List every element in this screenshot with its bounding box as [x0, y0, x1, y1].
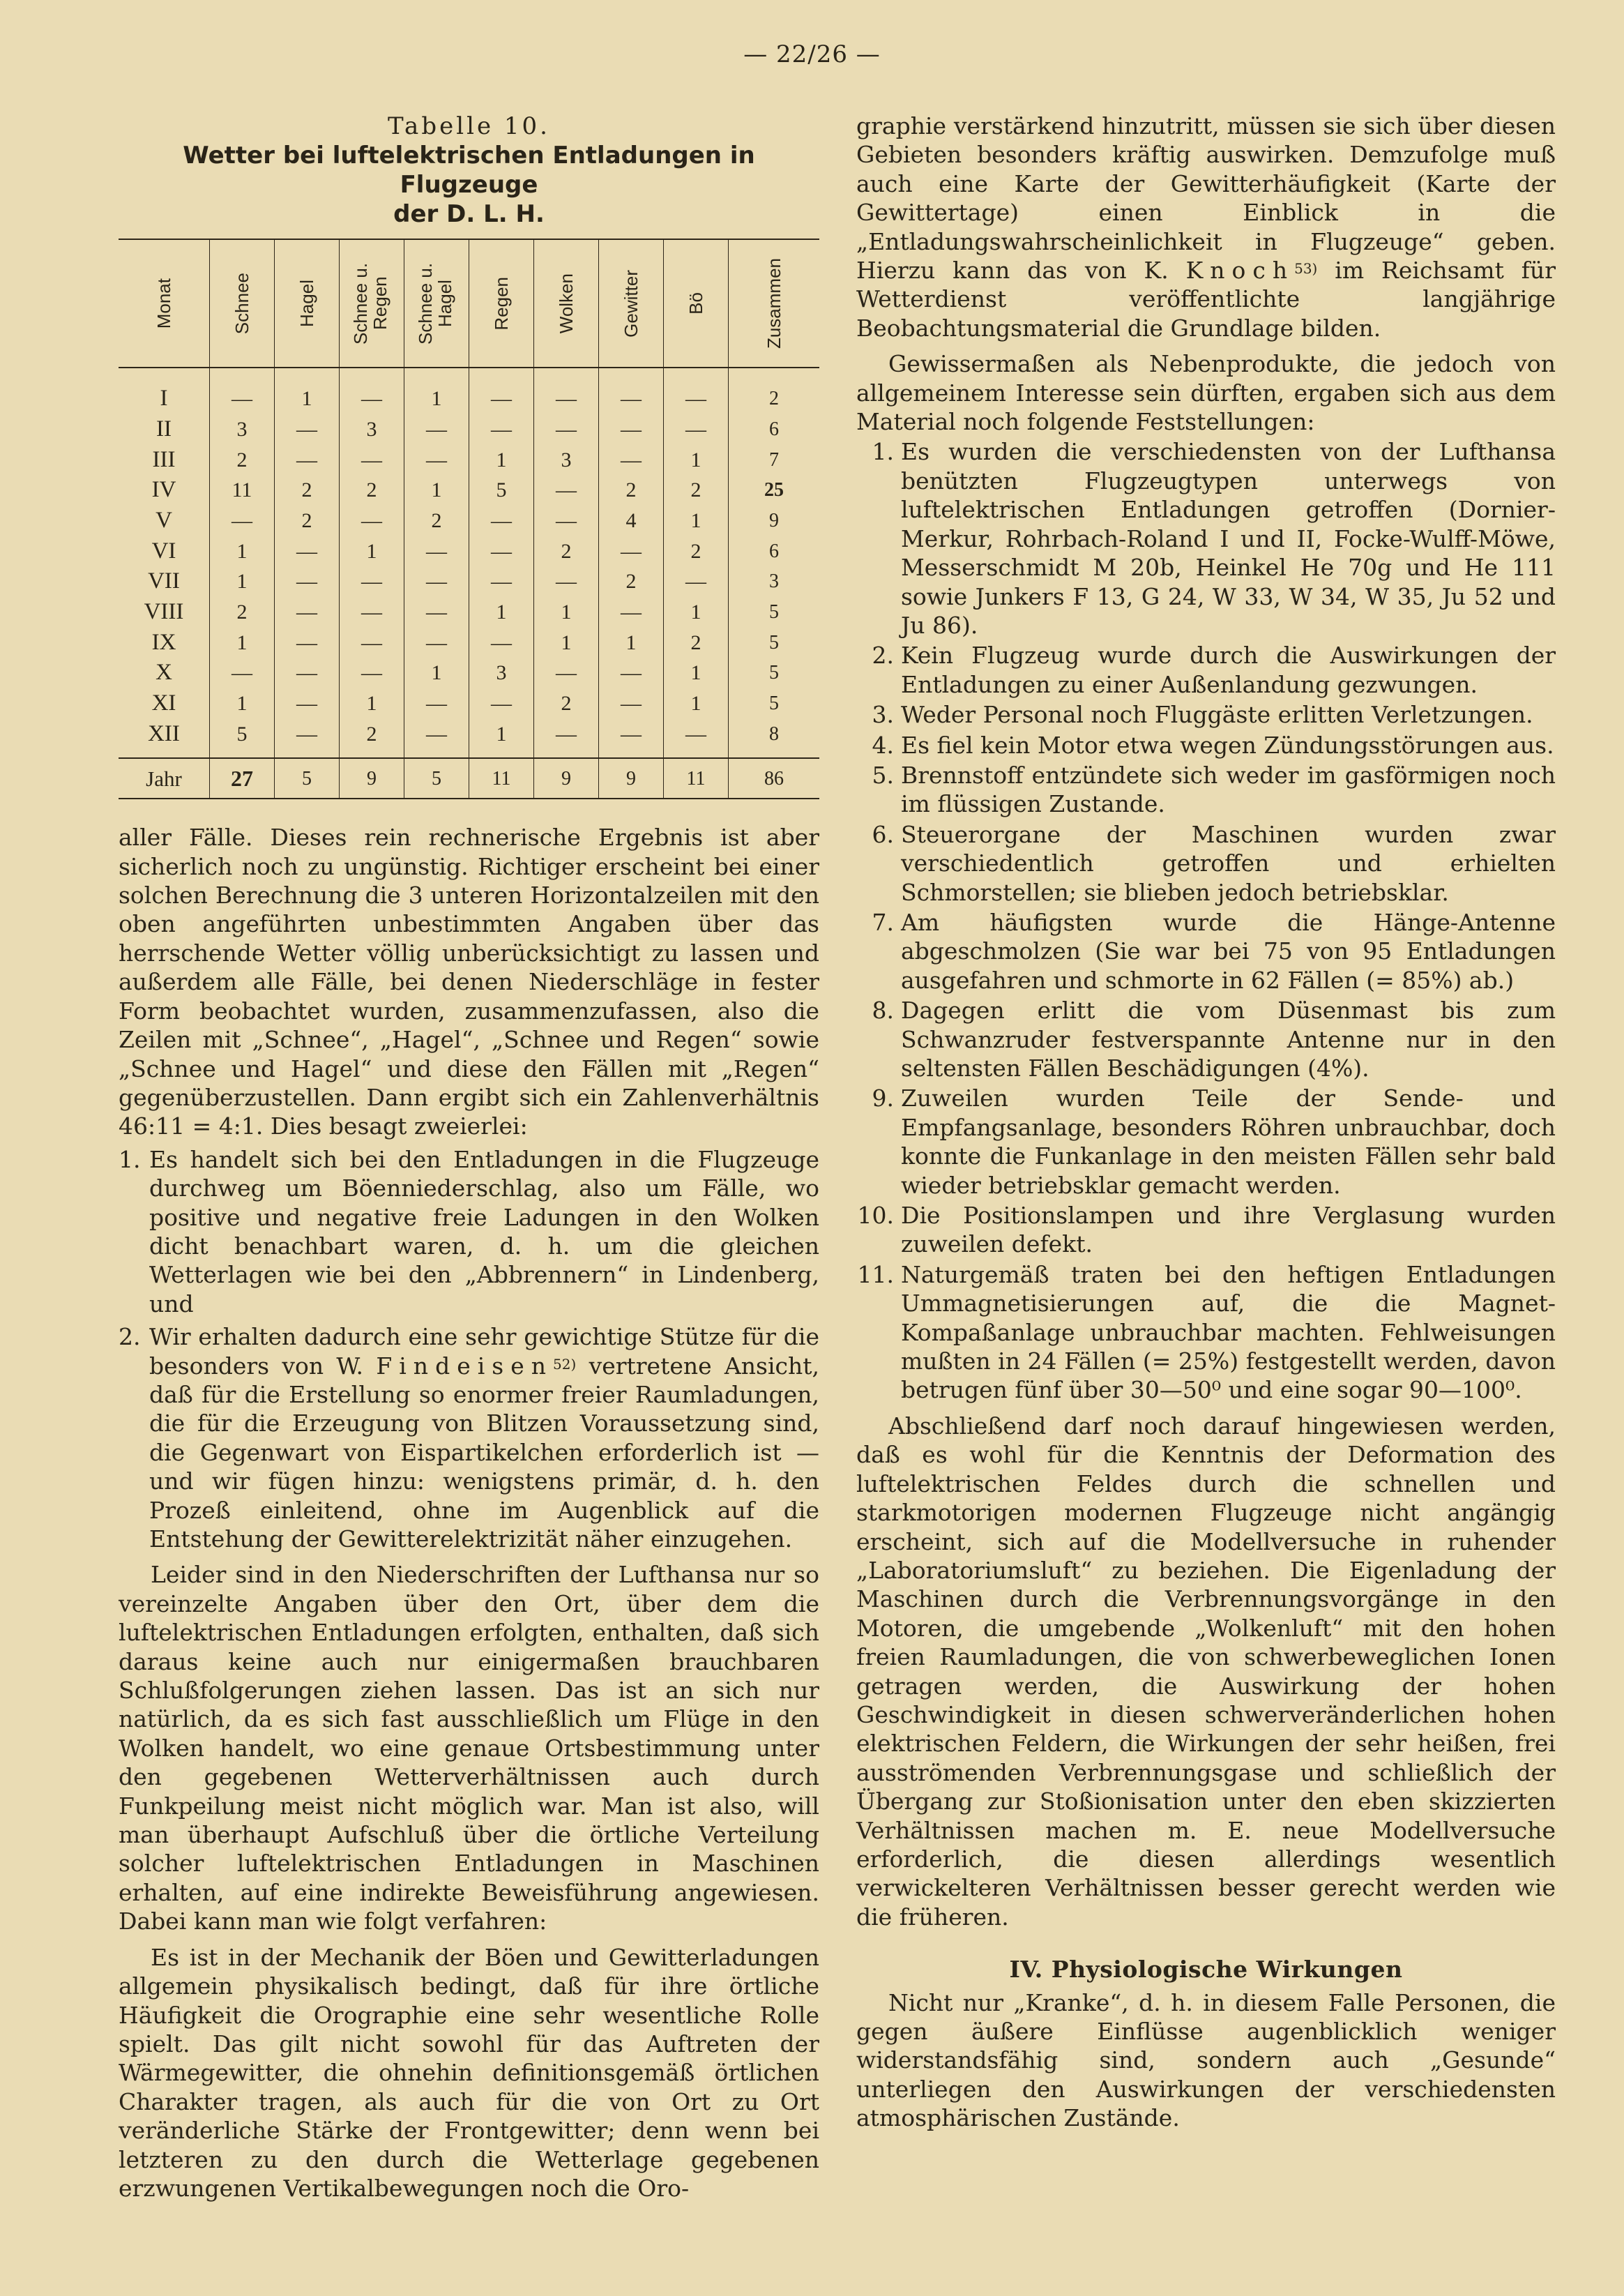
table-cell: 2: [664, 628, 729, 658]
table-cell: 2: [340, 719, 404, 759]
paragraph: Nicht nur „Kranke“, d. h. in diesem Falle Personen, die gegen äußere Einflüsse augenblicklich weniger widerstandsfähig sind, sondern auch „Gesunde“ unterliegen den Auswirkungen der verschiedensten atmosphärischen Zustände.: [856, 1988, 1556, 2132]
header-schnee-hagel: Schnee u. Hagel: [415, 262, 455, 345]
table-cell: —: [275, 719, 340, 759]
list-number: 4.: [872, 731, 894, 759]
table-cell: —: [664, 414, 729, 445]
table-cell: 5: [469, 475, 534, 506]
table-cell: —: [534, 566, 599, 597]
table-cell: 5: [210, 719, 275, 759]
list-text: Steuerorgane der Maschinen wurden zwar verschiedentlich getroffen und erhielten Schmorstellen; sie blieben jedoch betriebsklar.: [901, 820, 1556, 906]
table-cell: 2: [534, 688, 599, 719]
list-number: 6.: [872, 820, 894, 848]
table-cell: 1: [534, 628, 599, 658]
table-cell: 1: [210, 566, 275, 597]
table-cell: 2: [404, 506, 469, 536]
table-cell: —: [599, 444, 664, 475]
table-cell: —: [210, 368, 275, 414]
table-cell: —: [599, 658, 664, 688]
list-text: Weder Personal noch Fluggäste erlitten Verletzungen.: [901, 701, 1533, 729]
paragraph: Gewissermaßen als Nebenprodukte, die jedoch von allgemeinem Interesse sein dürften, ergaben sich aus dem Material noch folgende Feststellungen:: [856, 350, 1556, 436]
sum-cell: 2: [729, 368, 820, 414]
table-cell: —: [534, 475, 599, 506]
paragraph: aller Fälle. Dieses rein rechnerische Ergebnis ist aber sicherlich noch zu ungünstig. Richtiger erscheint bei einer solchen Berechnung die 3 unteren Horizontalzeilen mit den oben angeführten unbestimmten Angaben über das herrschende Wetter völlig unberücksichtigt zu lassen und außerdem alle Fälle, bei denen Niederschläge in fester Form beobachtet wurden, zusammenzufassen, also die Zeilen mit „Schnee“, „Hagel“, „Schnee und Regen“ sowie „Schnee und Hagel“ und diese den Fällen mit „Regen“ gegenüberzustellen. Dann ergibt sich ein Zahlenverhältnis 46:11 = 4:1. Dies besagt zweierlei:: [119, 824, 819, 1140]
table-cell: —: [599, 719, 664, 759]
table-cell: —: [340, 444, 404, 475]
header-cell: [599, 239, 664, 368]
table-cell: —: [469, 368, 534, 414]
total-cell: 86: [729, 758, 820, 799]
table-cell: —: [534, 414, 599, 445]
table-cell: 1: [275, 368, 340, 414]
month-cell: X: [155, 660, 172, 686]
table-cell: —: [534, 658, 599, 688]
table-title-line2: der D. L. H.: [393, 200, 545, 228]
list-text: Zuweilen wurden Teile der Sende- und Empfangsanlage, besonders Röhren unbrauchbar, doch konnte die Funkanlage in den meisten Fällen sehr bald wieder betriebsklar gemacht werden.: [901, 1085, 1556, 1199]
total-cell: 27: [210, 758, 275, 799]
month-cell: IV: [151, 477, 176, 503]
sum-cell: 8: [729, 719, 820, 759]
table-row: [119, 536, 819, 566]
list-text: Es wurden die verschiedensten von der Lufthansa benützten Flugzeugtypen unterwegs von luftelektrischen Entladungen getroffen (Dornier-Merkur, Rohrbach-Roland I und II, Focke-Wulff-Möwe, Messerschmidt M 20b, Heinkel He 70g und He 111 sowie Junkers F 13, G 24, W 33, W 34, W 35, Ju 52 und Ju 86).: [901, 438, 1556, 639]
table-cell: 2: [534, 536, 599, 566]
table-cell: —: [469, 506, 534, 536]
table-cell: —: [664, 566, 729, 597]
total-cell: 5: [404, 758, 469, 799]
table-cell: 1: [210, 688, 275, 719]
table-cell: —: [599, 368, 664, 414]
table-title-line1: Wetter bei luftelektrischen Entladungen in Flugzeuge: [183, 142, 755, 199]
table-cell: 4: [599, 506, 664, 536]
header-cell: [119, 239, 210, 368]
sum-cell: 9: [729, 506, 820, 536]
text-a: graphie verstärkend hinzutritt, müssen sie sich über diesen Gebieten besonders kräftig auswirken. Demzufolge muß auch eine Karte der Gewitterhäufigkeit (Karte der Gewittertage) einen Einblick in die „Entladungswahrscheinlichkeit in Flugzeuge“ geben. Hierzu kann das von K.: [856, 112, 1556, 285]
list-number: 11.: [857, 1260, 894, 1288]
weather-table: [119, 239, 819, 799]
list-item: [856, 437, 1556, 640]
table-cell: 3: [210, 414, 275, 445]
table-cell: —: [599, 536, 664, 566]
month-cell: II: [156, 416, 172, 441]
right-column: [856, 112, 1556, 2133]
table-cell: —: [469, 414, 534, 445]
table-cell: —: [275, 444, 340, 475]
table-cell: 1: [340, 536, 404, 566]
list-item: [856, 908, 1556, 995]
table-cell: —: [404, 688, 469, 719]
table-cell: —: [340, 628, 404, 658]
month-cell: VI: [151, 538, 176, 564]
table-cell: 1: [210, 536, 275, 566]
list-text: Naturgemäß traten bei den heftigen Entladungen Ummagnetisierungen auf, die die Magnet-Kompaßanlage unbrauchbar machten. Fehlweisungen mußten in 24 Fällen (= 25%) festgestellt werden, davon betrugen fünf über 30—50⁰ und eine sogar 90—100⁰.: [901, 1260, 1556, 1404]
table-cell: 2: [599, 566, 664, 597]
list-number: 1.: [872, 438, 894, 466]
list-number: 3.: [872, 701, 894, 729]
table-row: [119, 628, 819, 658]
header-cell: [664, 239, 729, 368]
total-cell: 9: [599, 758, 664, 799]
table-row: [119, 368, 819, 414]
list-item: [119, 1145, 819, 1318]
header-boe: Bö: [685, 292, 706, 315]
table-cell: —: [469, 628, 534, 658]
table-cell: —: [275, 658, 340, 688]
table-header-row: [119, 239, 819, 368]
author-name: Knoch: [1185, 257, 1295, 285]
list-text: Am häufigsten wurde die Hänge-Antenne abgeschmolzen (Sie war bei 75 von 95 Entladungen ausgefahren und schmorte in 62 Fällen (= 85%) ab.): [901, 908, 1556, 994]
paragraph: Abschließend darf noch darauf hingewiesen werden, daß es wohl für die Kenntnis der Deformation des luftelektrischen Feldes durch die schnellen und starkmotorigen modernen Flugzeuge nicht angängig erscheint, sich auf die Modellversuche in ruhender „Laboratoriumsluft“ zu beziehen. Die Eigenladung der Maschinen durch die Verbrennungsvorgänge in den Motoren, die umgebende „Wolkenluft“ mit den hohen freien Raumladungen, die von schwerbeweglichen Ionen getragen werden, die Auswirkung der hohen Geschwindigkeit in diesen schwerveränderlichen hohen elektrischen Feldern, die Wirkungen der sehr heißen, frei ausströmenden Verbrennungsgase und schließlich der Übergang zur Stoßionisation unter den eben skizzierten Verhältnissen machen m. E. neue Modellversuche erforderlich, die diesen allerdings wesentlich verwickelteren Verhältnissen besser gerecht werden wie die früheren.: [856, 1412, 1556, 1931]
paragraph: Leider sind in den Niederschriften der Lufthansa nur so vereinzelte Angaben über den Ort, über dem die luftelektrischen Entladungen erfolgten, enthalten, daß sich daraus keine auch nur einigermaßen brauchbaren Schlußfolgerungen ziehen lassen. Das ist an sich nur natürlich, da es sich fast ausschließlich um Flüge in den Wolken handelt, wo eine genaue Ortsbestimmung unter den gegebenen Wetterverhältnissen auch durch Funkpeilung meist nicht möglich war. Man ist also, will man überhaupt Aufschluß über die örtliche Verteilung solcher luftelektrischen Entladungen in Maschinen erhalten, auf eine indirekte Beweisführung angewiesen. Dabei kann man wie folgt verfahren:: [119, 1561, 819, 1935]
table-cell: —: [599, 597, 664, 628]
list-number: 10.: [857, 1202, 894, 1230]
month-cell: XII: [148, 720, 180, 746]
table-cell: —: [404, 628, 469, 658]
table-cell: 1: [404, 368, 469, 414]
month-cell: IX: [151, 629, 176, 655]
table-cell: 2: [275, 506, 340, 536]
header-cell: [340, 239, 404, 368]
sum-cell: 7: [729, 444, 820, 475]
total-cell: 5: [275, 758, 340, 799]
table-row: [119, 506, 819, 536]
table-total-row: [119, 758, 819, 799]
month-cell: V: [155, 507, 172, 533]
table-cell: —: [404, 444, 469, 475]
table-cell: —: [340, 368, 404, 414]
table-cell: —: [469, 566, 534, 597]
table-cell: —: [534, 506, 599, 536]
table-cell: —: [404, 566, 469, 597]
header-regen: Regen: [491, 276, 512, 331]
header-cell: [469, 239, 534, 368]
table-cell: 3: [340, 414, 404, 445]
table-cell: —: [664, 368, 729, 414]
table-row: [119, 414, 819, 445]
total-cell: 11: [664, 758, 729, 799]
list-item: [119, 1322, 819, 1553]
total-label-cell: Jahr: [119, 758, 210, 799]
table-cell: 1: [340, 688, 404, 719]
table-cell: —: [340, 597, 404, 628]
table-cell: 1: [664, 688, 729, 719]
author-name: Findeisen: [376, 1352, 553, 1380]
sum-cell: 5: [729, 597, 820, 628]
list-text-b: vertretene Ansicht, daß für die Erstellung so enormer freier Raumladungen, die für die Erzeugung von Blitzen Voraussetzung sind, die Gegenwart von Eispartikelchen erforderlich ist — und wir fügen hinzu: wenigstens primär, d. h. den Prozeß einleitend, ohne im Augenblick auf die Entstehung der Gewitterelektrizität näher einzugehen.: [149, 1352, 819, 1553]
table-cell: —: [534, 719, 599, 759]
table-cell: —: [275, 414, 340, 445]
table-row: [119, 597, 819, 628]
table-row: [119, 719, 819, 759]
table-cell: —: [275, 628, 340, 658]
table-cell: 3: [469, 658, 534, 688]
table-cell: 2: [664, 475, 729, 506]
header-cell: [210, 239, 275, 368]
footnote-ref: 52): [553, 1355, 577, 1373]
header-cell: [729, 239, 820, 368]
table-row: [119, 444, 819, 475]
month-cell: XI: [151, 690, 176, 716]
header-zusammen: Zusammen: [764, 257, 784, 349]
table-title: [119, 141, 819, 229]
header-hagel: Hagel: [296, 280, 317, 327]
table-cell: 1: [534, 597, 599, 628]
total-cell: 11: [469, 758, 534, 799]
header-wolken: Wolken: [556, 273, 577, 334]
list-number: 5.: [872, 761, 894, 789]
table-cell: —: [664, 719, 729, 759]
month-cell: III: [152, 446, 176, 472]
table-cell: 1: [404, 475, 469, 506]
list-item: [856, 1084, 1556, 1200]
table-cell: —: [404, 597, 469, 628]
list-text: Brennstoff entzündete sich weder im gasförmigen noch im flüssigen Zustande.: [901, 761, 1556, 818]
table-cell: —: [340, 506, 404, 536]
table-row: [119, 566, 819, 597]
list-item: [856, 761, 1556, 819]
sum-cell: 6: [729, 536, 820, 566]
table-cell: —: [275, 688, 340, 719]
list-number: 8.: [872, 997, 894, 1025]
table-cell: 1: [469, 444, 534, 475]
table-cell: 1: [664, 597, 729, 628]
table-cell: —: [404, 719, 469, 759]
list-item: [856, 1201, 1556, 1259]
header-monat: Monat: [153, 278, 174, 329]
table-cell: 1: [664, 444, 729, 475]
table-cell: 1: [404, 658, 469, 688]
table-cell: —: [599, 414, 664, 445]
list-number: 2.: [872, 642, 894, 670]
table-cell: —: [210, 506, 275, 536]
left-column: [119, 112, 819, 2203]
list-number: 1.: [119, 1145, 141, 1173]
table-cell: —: [534, 368, 599, 414]
list-text: Die Positionslampen und ihre Verglasung wurden zuweilen defekt.: [901, 1202, 1556, 1258]
table-cell: —: [404, 536, 469, 566]
table-cell: —: [275, 597, 340, 628]
list-text-a: Wir erhalten dadurch eine sehr gewichtige Stütze für die besonders von W.: [149, 1323, 819, 1380]
table-cell: —: [404, 414, 469, 445]
table-cell: —: [469, 536, 534, 566]
table-cell: 1: [469, 719, 534, 759]
sum-cell: 5: [729, 658, 820, 688]
list-item: [856, 820, 1556, 907]
list-number: 2.: [119, 1323, 141, 1351]
table-cell: 3: [534, 444, 599, 475]
table-cell: 11: [210, 475, 275, 506]
paragraph: Es ist in der Mechanik der Böen und Gewitterladungen allgemein physikalisch bedingt, daß für ihre örtliche Häufigkeit die Orographie eine sehr wesentliche Rolle spielt. Das gilt nicht sowohl für das Auftreten der Wärmegewitter, die ohnehin definitionsgemäß örtlichen Charakter tragen, als auch für die von Ort zu Ort veränderliche Stärke der Frontgewitter; denn wenn bei letzteren zu den durch die Wetterlage gegebenen erzwungenen Vertikalbewegungen noch die Oro-: [119, 1943, 819, 2202]
section-heading: IV. Physiologische Wirkungen: [1009, 1956, 1403, 1984]
list-number: 7.: [872, 908, 894, 936]
sum-cell: 25: [729, 475, 820, 506]
table-caption: Tabelle 10.: [388, 112, 550, 140]
header-cell: [404, 239, 469, 368]
sum-cell: 3: [729, 566, 820, 597]
table-cell: —: [599, 688, 664, 719]
table-cell: —: [275, 536, 340, 566]
text-b: im Reichsamt für Wetterdienst veröffentlichte langjährige Beobachtungsmaterial die Grundlage bilden.: [856, 257, 1556, 342]
table-cell: 1: [469, 597, 534, 628]
header-gewitter: Gewitter: [621, 269, 642, 338]
table-cell: —: [340, 658, 404, 688]
table-cell: 1: [210, 628, 275, 658]
list-item: [856, 996, 1556, 1082]
total-cell: 9: [534, 758, 599, 799]
table-cell: 2: [664, 536, 729, 566]
table-cell: —: [469, 688, 534, 719]
month-cell: I: [160, 386, 168, 411]
list-item: [856, 700, 1556, 729]
list-item: [856, 731, 1556, 760]
footnote-ref: 53): [1294, 260, 1318, 278]
table-cell: —: [210, 658, 275, 688]
month-cell: VII: [148, 568, 180, 594]
list-text: Dagegen erlitt die vom Düsenmast bis zum Schwanzruder festverspannte Antenne nur in den seltensten Fällen Beschädigungen (4%).: [901, 997, 1556, 1082]
table-cell: 2: [599, 475, 664, 506]
total-cell: 9: [340, 758, 404, 799]
table-cell: 1: [599, 628, 664, 658]
list-item: [856, 1260, 1556, 1405]
header-schnee-regen: Schnee u. Regen: [350, 262, 390, 345]
paragraph: [856, 112, 1556, 342]
table-cell: 2: [340, 475, 404, 506]
table-row: [119, 475, 819, 506]
table-cell: 1: [664, 506, 729, 536]
list-left: [119, 1145, 819, 1554]
table-cell: 2: [210, 444, 275, 475]
sum-cell: 6: [729, 414, 820, 445]
table-body: [119, 368, 819, 758]
sum-cell: 5: [729, 688, 820, 719]
table-cell: 1: [664, 658, 729, 688]
header-schnee: Schnee: [232, 272, 252, 335]
page-number: — 22/26 —: [743, 40, 881, 68]
table-cell: —: [340, 566, 404, 597]
list-text: Kein Flugzeug wurde durch die Auswirkungen der Entladungen zu einer Außenlandung gezwungen.: [901, 642, 1556, 698]
header-cell: [275, 239, 340, 368]
table-cell: 2: [210, 597, 275, 628]
table-cell: 2: [275, 475, 340, 506]
list-right: [856, 437, 1556, 1404]
list-text: Es fiel kein Motor etwa wegen Zündungsstörungen aus.: [901, 731, 1554, 759]
table-row: [119, 688, 819, 719]
list-text: Es handelt sich bei den Entladungen in die Flugzeuge durchweg um Böenniederschlag, also um Fälle, wo positive und negative freie Ladungen in den Wolken dicht benachbart waren, d. h. um die gleichen Wetterlagen wie bei den „Abbrennern“ in Lindenberg, und: [149, 1145, 819, 1317]
table-row: [119, 658, 819, 688]
list-number: 9.: [872, 1085, 894, 1112]
month-cell: VIII: [144, 598, 184, 624]
list-item: [856, 641, 1556, 699]
header-cell: [534, 239, 599, 368]
sum-cell: 5: [729, 628, 820, 658]
table-cell: —: [275, 566, 340, 597]
